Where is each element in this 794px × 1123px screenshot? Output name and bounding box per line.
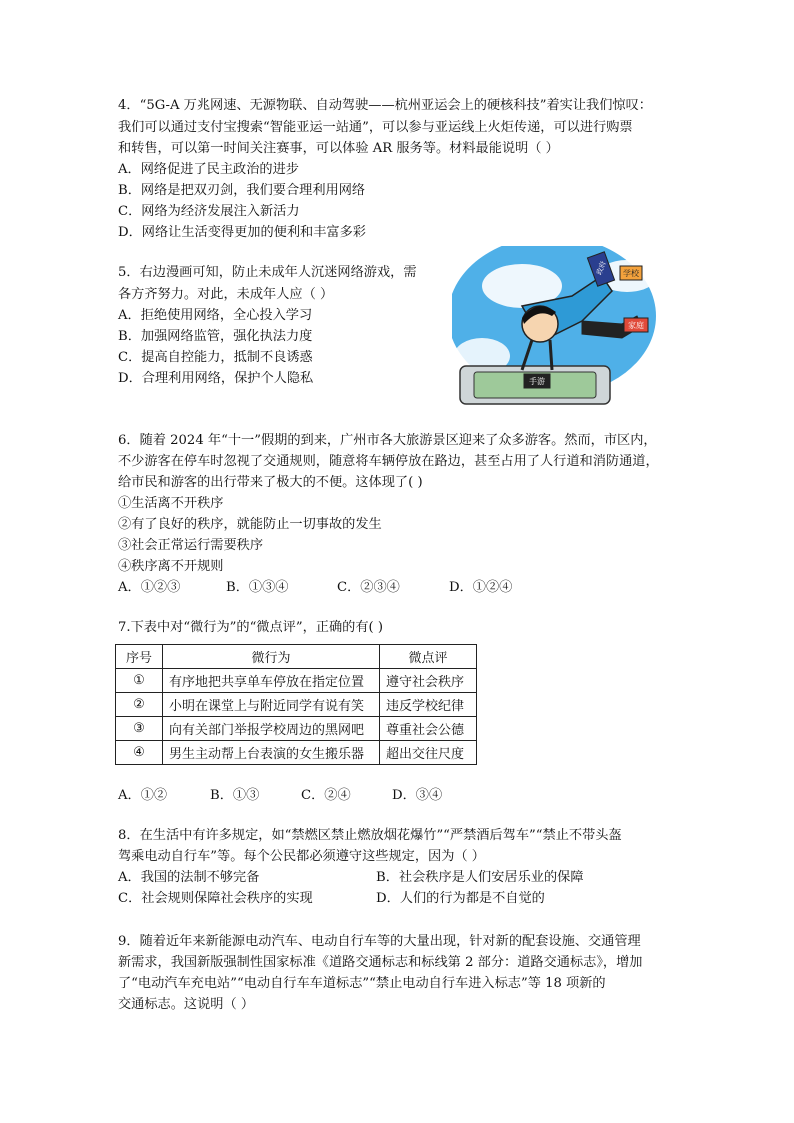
question-8-option-a: A．我国的法制不够完备: [118, 870, 260, 885]
table-cell-comment: 超出交往尺度: [380, 741, 477, 765]
question-7-option-d: D．③④: [392, 788, 443, 803]
question-7-option-a: A．①②: [118, 788, 168, 803]
question-6-option-b: B．①③④: [226, 580, 289, 595]
question-7-option-c: C．②④: [301, 788, 351, 803]
question-8-option-c: C．社会规则保障社会秩序的实现: [118, 891, 313, 906]
question-4-option-c: C．网络为经济发展注入新活力: [118, 204, 300, 219]
table-cell-behavior: 向有关部门举报学校周边的黑网吧: [163, 717, 380, 741]
question-6-stem-line-3: 给市民和游客的出行带来了极大的不便。这体现了( ): [118, 475, 423, 490]
table-cell-number: ②: [116, 693, 163, 717]
table-cell-number: ③: [116, 717, 163, 741]
table-header-number: 序号: [116, 645, 163, 669]
question-4-stem-line-2: 我们可以通过支付宝搜索“智能亚运一站通”，可以参与亚运线上火炬传递，可以进行购票: [118, 120, 633, 135]
table-header-behavior: 微行为: [163, 645, 380, 669]
question-8-stem-line-2: 驾乘电动自行车”等。每个公民都必须遵守这些规定，因为（ ）: [118, 849, 485, 864]
table-cell-comment: 违反学校纪律: [380, 693, 477, 717]
question-5-stem-line-2: 各方齐努力。对此，未成年人应（ ）: [118, 287, 334, 302]
cartoon-illustration: [452, 246, 658, 412]
cartoon-label-government: 政府: [595, 260, 608, 277]
question-6-statement-2: ②有了良好的秩序，就能防止一切事故的发生: [118, 517, 382, 532]
cartoon-label-school: 学校: [623, 269, 639, 278]
question-9-stem-line-1: 9．随着近年来新能源电动汽车、电动自行车等的大量出现，针对新的配套设施、交通管理: [118, 934, 641, 949]
cartoon-label-family: 家庭: [628, 321, 644, 330]
table-cell-number: ①: [116, 669, 163, 693]
question-5-option-b: B．加强网络监管，强化执法力度: [118, 329, 313, 344]
question-5-option-c: C．提高自控能力，抵制不良诱惑: [118, 350, 313, 365]
question-8-stem-line-1: 8．在生活中有许多规定，如“禁燃区禁止燃放烟花爆竹”“严禁酒后驾车”“禁止不带头盔: [118, 828, 622, 843]
question-9-stem-line-4: 交通标志。这说明（ ）: [118, 997, 255, 1012]
question-9-stem-line-2: 新需求，我国新版强制性国家标准《道路交通标志和标线第 2 部分：道路交通标志》，增加: [118, 955, 643, 970]
question-6-statement-3: ③社会正常运行需要秩序: [118, 538, 264, 553]
table-row: [116, 693, 477, 717]
table-cell-behavior: 男生主动帮上台表演的女生搬乐器: [163, 741, 380, 765]
table-row: [116, 717, 477, 741]
question-8-option-d: D．人们的行为都是不自觉的: [376, 891, 545, 906]
question-5-stem-line-1: 5．右边漫画可知，防止未成年人沉迷网络游戏，需: [118, 265, 417, 280]
micro-behavior-table: [115, 644, 477, 765]
question-6-option-c: C．②③④: [337, 580, 400, 595]
question-4-option-b: B．网络是把双刃剑，我们要合理利用网络: [118, 183, 366, 198]
question-6-option-a: A．①②③: [118, 580, 181, 595]
table-header-comment: 微点评: [380, 645, 477, 669]
question-7-stem: 7.下表中对“微行为”的“微点评”，正确的有( ): [118, 620, 384, 635]
question-9-stem-line-3: 了“电动汽车充电站”“电动自行车车道标志”“禁止电动自行车进入标志”等 18 项新的: [118, 976, 606, 991]
question-6-stem-line-2: 不少游客在停车时忽视了交通规则，随意将车辆停放在路边，甚至占用了人行道和消防通道，: [118, 454, 659, 469]
question-4-stem-line-1: 4．“5G-A 万兆网速、无源物联、自动驾驶——杭州亚运会上的硬核科技”着实让我们惊叹：: [118, 98, 652, 113]
table-cell-behavior: 小明在课堂上与附近同学有说有笑: [163, 693, 380, 717]
question-6-stem-line-1: 6．随着 2024 年“十一”假期的到来，广州市各大旅游景区迎来了众多游客。然而，市区内，: [118, 433, 657, 448]
table-cell-number: ④: [116, 741, 163, 765]
table-header-row: [116, 645, 477, 669]
question-6-option-d: D．①②④: [449, 580, 513, 595]
table-cell-comment: 遵守社会秩序: [380, 669, 477, 693]
question-6-statement-4: ④秩序离不开规则: [118, 559, 224, 574]
table-cell-comment: 尊重社会公德: [380, 717, 477, 741]
table-cell-behavior: 有序地把共享单车停放在指定位置: [163, 669, 380, 693]
question-6-statement-1: ①生活离不开秩序: [118, 496, 224, 511]
question-4-option-d: D．网络让生活变得更加的便利和丰富多彩: [118, 225, 366, 240]
question-8-option-b: B．社会秩序是人们安居乐业的保障: [376, 870, 584, 885]
question-5-option-d: D．合理利用网络，保护个人隐私: [118, 371, 314, 386]
table-row: [116, 741, 477, 765]
table-row: [116, 669, 477, 693]
question-7-option-b: B．①③: [210, 788, 260, 803]
question-5-option-a: A．拒绝使用网络，全心投入学习: [118, 308, 313, 323]
question-4-stem-line-3: 和转售，可以第一时间关注赛事，可以体验 AR 服务等。材料最能说明（ ）: [118, 141, 559, 156]
question-4-option-a: A．网络促进了民主政治的进步: [118, 162, 299, 177]
cartoon-label-mobile-game: 手游: [529, 377, 545, 386]
